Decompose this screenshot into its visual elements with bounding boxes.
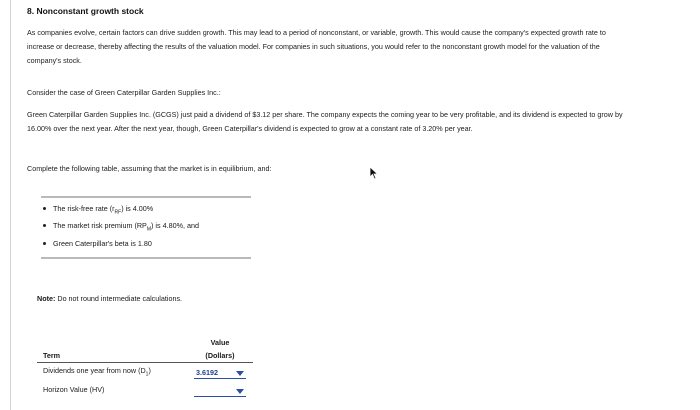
bullet-icon [43, 224, 46, 227]
risk-free-value: ) is 4.00% [121, 204, 154, 213]
question-panel [10, 0, 696, 410]
row-label-dividends [37, 363, 187, 383]
note-line [37, 294, 182, 303]
header-spacer [37, 336, 187, 349]
consider-line: Consider the case of Green Caterpillar Garden Supplies Inc.: [27, 88, 221, 97]
bullet-icon [43, 207, 46, 210]
intro-paragraph: As companies evolve, certain factors can drive sudden growth. This may lead to a period of nonconstant, or variable, growth. This would cause the company's expected growth rate to increase or decrease, thereby affecting the results of the valuation model. For companies in such situations, you would refer to the nonconstant growth model for the valuation of the company's stock. [27, 28, 606, 65]
caret-down-icon [236, 371, 244, 376]
market-premium-text: The market risk premium (RP [53, 221, 147, 231]
beta-item [41, 237, 251, 251]
dividends-label-close: ) [148, 366, 151, 375]
valuation-table [37, 336, 253, 398]
horizon-value-cell [187, 382, 253, 398]
dividends-label: Dividends one year from now (D [43, 366, 146, 375]
bullet-icon [43, 242, 46, 245]
risk-free-rate-item [41, 202, 251, 219]
dividends-value-cell [187, 363, 253, 383]
divider-bottom [41, 257, 251, 259]
table-row [37, 382, 253, 398]
header-term: Term [37, 349, 187, 363]
market-premium-value: ) is 4.80%, and [151, 221, 199, 231]
case-paragraph: Green Caterpillar Garden Supplies Inc. (GCGS) just paid a dividend of $3.12 per share. The company expects the coming year to be very profitable, and its dividend is expected to grow by 16.00% over the next year. After the next year, though, Green Caterpillar's dividend is expected to grow at a constant rate of 3.20% per year. [27, 110, 623, 133]
beta-text: Green Caterpillar's beta is 1.80 [53, 238, 152, 248]
assumptions-list [41, 198, 251, 257]
row-label-horizon: Horizon Value (HV) [43, 385, 105, 395]
assumptions-box [41, 196, 251, 259]
risk-free-subscript: RF [114, 209, 122, 216]
dividends-selected-value: 3.6192 [196, 367, 218, 377]
dividends-dropdown[interactable] [194, 367, 246, 379]
dividends-subscript: 1 [145, 371, 149, 378]
horizon-value-dropdown[interactable] [194, 385, 246, 397]
header-dollars: (Dollars) [187, 349, 253, 363]
table-row [37, 363, 253, 383]
instruction-line: Complete the following table, assuming that the market is in equilibrium, and: [27, 164, 272, 173]
risk-free-text: The risk-free rate (r [53, 204, 115, 213]
question-heading: 8. Nonconstant growth stock [27, 6, 144, 16]
market-premium-item [41, 219, 251, 236]
header-value: Value [210, 338, 230, 347]
note-label: Note: [37, 294, 56, 303]
caret-down-icon [236, 389, 244, 394]
market-premium-subscript: M [146, 226, 152, 233]
note-text: Do not round intermediate calculations. [57, 294, 183, 303]
